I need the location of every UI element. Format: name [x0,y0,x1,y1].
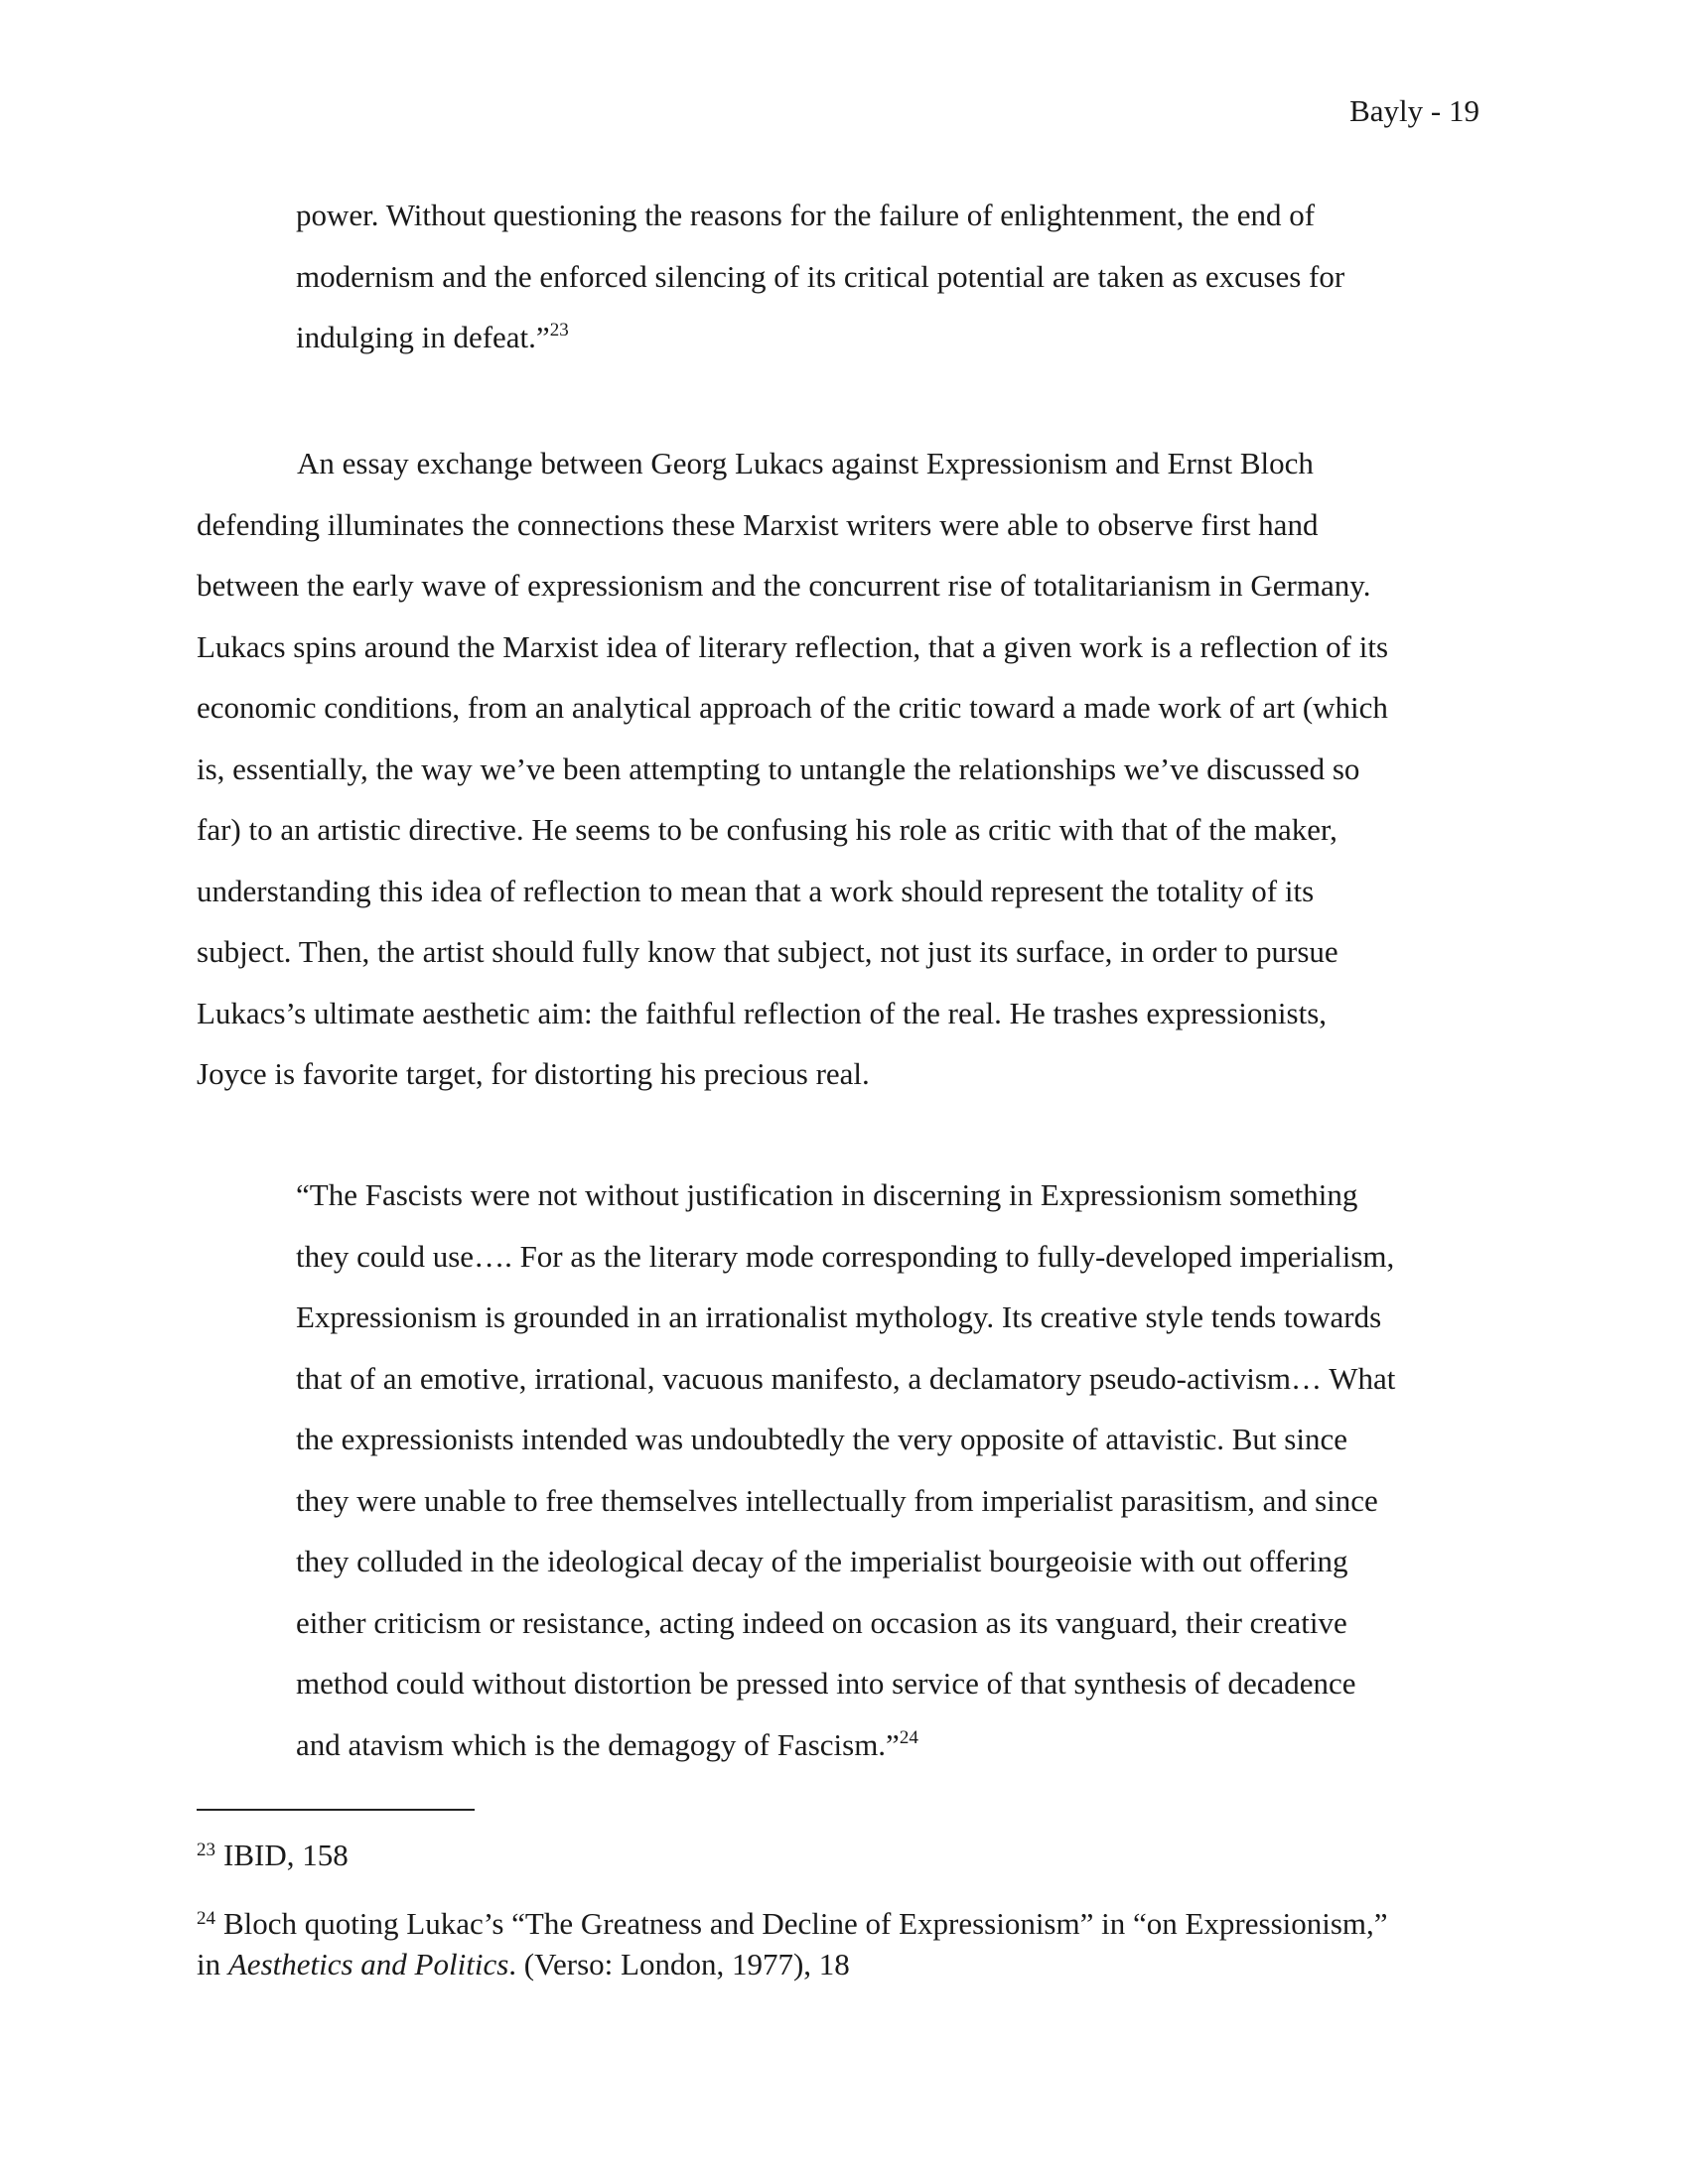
footnote-line [197,1903,1497,1944]
footnote-line [197,1944,1497,1984]
quote-line: power. Without questioning the reasons for the failure of enlightenment, the end of [296,198,1316,232]
paragraph-line: Lukacs spins around the Marxist idea of literary reflection, that a given work is a reflection of its [197,628,1389,664]
running-head: Bayly - 19 [1349,93,1479,128]
quote-line: the expressionists intended was undoubtedly the very opposite of attavistic. But since [296,1422,1347,1456]
quote-line: either criticism or resistance, acting indeed on occasion as its vanguard, their creative [296,1604,1347,1640]
block-quote-continued [296,185,1487,368]
paragraph-line: An essay exchange between Georg Lukacs against Expressionism and Ernst Bloch [297,446,1314,480]
paragraph-line: is, essentially, the way we’ve been attempting to untangle the relationships we’ve discussed so [197,751,1360,786]
footnote-24 [197,1903,1497,1984]
quote-line [296,307,1487,368]
quote-line: modernism and the enforced silencing of its critical potential are taken as excuses for [296,258,1345,294]
quote-line: method could without distortion be pressed into service of that synthesis of decadence [296,1666,1356,1701]
paragraph-line: subject. Then, the artist should fully know that subject, not just its surface, in order to pursue [197,934,1338,969]
block-quote-lukacs [296,1164,1487,1775]
quote-line: they colluded in the ideological decay of the imperialist bourgeoisie with out offering [296,1544,1348,1578]
quote-line: they could use…. For as the literary mode corresponding to fully-developed imperialism, [296,1238,1395,1274]
paragraph-line: between the early wave of expressionism and the concurrent rise of totalitarianism in Germany. [197,568,1371,603]
paragraph-line: Lukacs’s ultimate aesthetic aim: the faithful reflection of the real. He trashes expressionists, [197,995,1328,1030]
quote-line-text: indulging in defeat.” [296,320,550,354]
body-paragraph [197,433,1497,1105]
book-title: Aesthetics and Politics [227,1947,509,1981]
paragraph-line: far) to an artistic directive. He seems to be confusing his role as critic with that of the maker, [197,812,1337,847]
quote-line [296,1714,1487,1776]
footnote-number: 24 [197,1908,215,1929]
paragraph-line: defending illuminates the connections these Marxist writers were able to observe first hand [197,506,1319,542]
paragraph-line: understanding this idea of reflection to mean that a work should represent the totality of its [197,873,1315,908]
footnote-reference-24[interactable]: 24 [899,1726,918,1748]
footnote-number: 23 [197,1840,215,1860]
footnote-23 [197,1835,1497,1875]
quote-line-text: and atavism which is the demagogy of Fascism.” [296,1726,900,1762]
quote-line: “The Fascists were not without justification in discerning in Expressionism something [296,1177,1358,1212]
paragraph-line: Joyce is favorite target, for distorting his precious real. [197,1056,870,1091]
footnote-text-suffix: . (Verso: London, 1977), 18 [508,1947,850,1981]
quote-line: that of an emotive, irrational, vacuous manifesto, a declamatory pseudo-activism… What [296,1360,1396,1396]
quote-line: they were unable to free themselves intellectually from imperialist parasitism, and since [296,1482,1378,1518]
footnote-text: Bloch quoting Lukac’s “The Greatness and Decline of Expressionism” in “on Expressionism,” [223,1906,1388,1941]
footnote-reference-23[interactable]: 23 [549,320,569,341]
quote-line: Expressionism is grounded in an irrationalist mythology. Its creative style tends towards [296,1299,1382,1334]
footnote-text: IBID, 158 [223,1838,349,1872]
footnote-text-prefix: in [197,1947,228,1981]
footnote-separator [197,1809,475,1811]
paragraph-line: economic conditions, from an analytical approach of the critic toward a made work of art (which [197,690,1388,725]
